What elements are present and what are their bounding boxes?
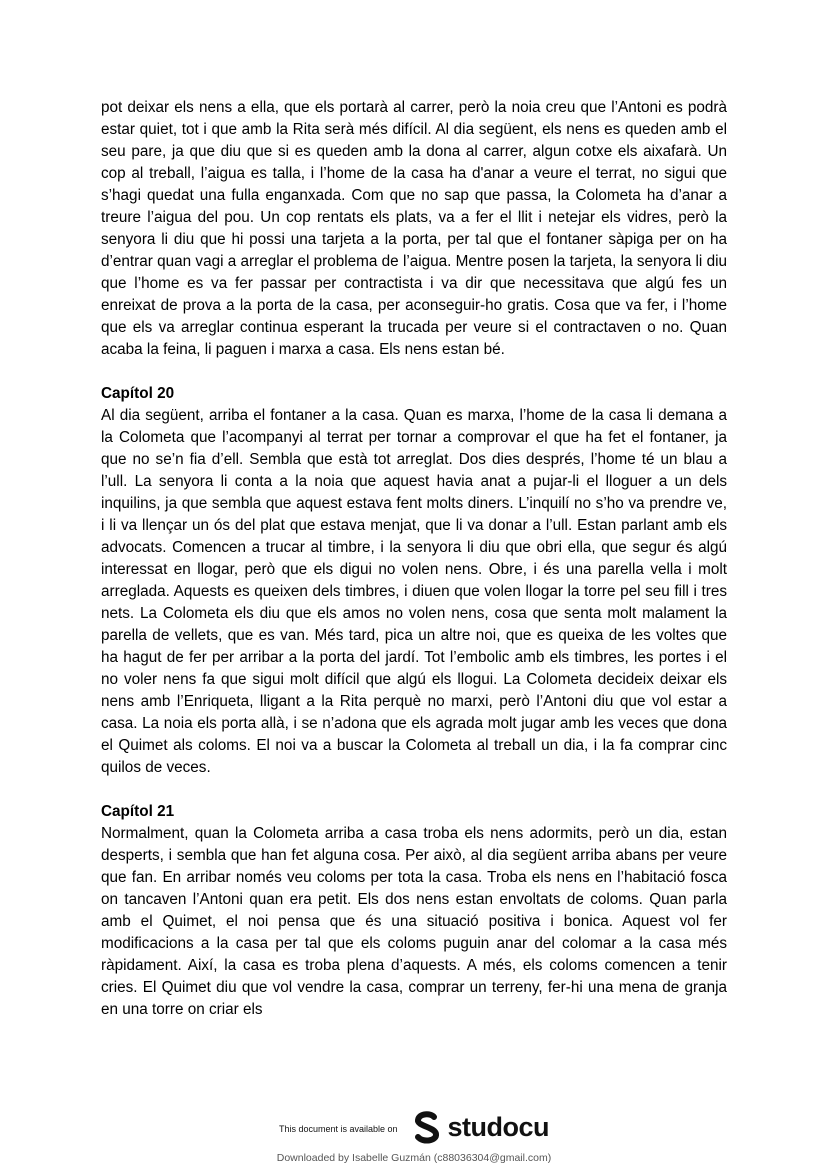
chapter-20-heading: Capítol 20 <box>101 385 175 402</box>
download-attribution: Downloaded by Isabelle Guzmán (c88036304@gmail.com) <box>276 1152 552 1164</box>
availability-text: This document is available on <box>278 1124 398 1134</box>
chapter-21-text: Normalment, quan la Colometa arriba a casa troba els nens adormits, però un dia, estan desperts, i sembla que han fet alguna cosa. Per això, al dia següent arriba abans per veure que fan. En arribar només veu coloms per tota la casa. Troba els nens en l’habitació fosca on tancaven l’Antoni quan era petit. Els dos nens estan envoltats de coloms. Quan parla amb el Quimet, el noi pensa que és una situació positiva i bonica. Aquest vol fer modificacions a la casa per tal que els coloms puguin anar del colomar a la casa més ràpidament. Així, la casa es troba plena d’aquests. A més, els coloms comencen a tenir cries. El Quimet diu que vol vendre la casa, comprar un terreny, fer-hi una mena de granja en una torre on criar els <box>101 825 727 1018</box>
chapter-21-section <box>101 801 727 1021</box>
chapter-20-text: Al dia següent, arriba el fontaner a la casa. Quan es marxa, l’home de la casa li demana a la Colometa que l’acompanyi al terrat per tornar a comprovar el que ha fet el fontaner, ja que no se’n fia d’ell. Sembla que està tot arreglat. Dos dies després, l’home té un blau a l’ull. La senyora li conta a la noia que aquest havia anat a pujar-li el lloguer a un dels inquilins, ja que sembla que aquest estava fent molts diners. L’inquilí no s’ho va prendre ve, i li va llençar un ós del plat que estava menjat, que li va donar a l’ull. Estan parlant amb els advocats. Comencen a trucar al timbre, i la senyora li diu que obri ella, que segur és algú interessat en llogar, però que els digui no volen nens. Obre, i és una parella vella i molt arreglada. Aquests es queixen dels timbres, i diuen que volen llogar la torre pel seu fill i tres nets. La Colometa els diu que els amos no volen nens, cosa que senta molt malament la parella de vellets, que es van. Més tard, pica un altre noi, que es queixa de les voltes que ha hagut de fer per arribar a la porta del jardí. Tot l’embolic amb els timbres, les portes i el no voler nens fa que sigui molt difícil que algú els llogui. La Colometa decideix deixar els nens amb l’Enriqueta, lligant a la Rita perquè no marxi, però l’Antoni diu que vol estar a casa. La noia els porta allà, i se n’adona que els agrada molt jugar amb les veces que dona el Quimet als coloms. El noi va a buscar la Colometa al treball un dia, i la fa comprar cinc quilos de veces. <box>101 407 727 776</box>
availability-banner[interactable] <box>0 1110 828 1144</box>
page-footer <box>0 1108 828 1168</box>
studocu-logo-icon <box>410 1110 444 1144</box>
intro-paragraph: pot deixar els nens a ella, que els portarà al carrer, però la noia creu que l’Antoni es podrà estar quiet, tot i que amb la Rita serà més difícil. Al dia següent, els nens es queden amb el seu pare, ja que diu que si es queden amb la dona al carrer, algun cotxe els aixafarà. Un cop al treball, l’aigua es talla, i l’home de la casa ha d'anar a veure el terrat, no sigui que s’hagi quedat una fulla enganxada. Com que no sap que passa, la Colometa ha d’anar a treure l’aigua del pou. Un cop rentats els plats, va a fer el llit i netejar els vidres, però la senyora li diu que hi possi una tarjeta a la porta, per tal que el fontaner sàpiga per on ha d’entrar quan vagi a arreglar el problema de l’aigua. Mentre posen la tarjeta, la senyora li diu que l’home es va fer passar per contractista i va dir que necessitava que algú fes un enreixat de prova a la porta de la casa, per aconseguir-ho gratis. Cosa que va fer, i l’home que els va arreglar continua esperant la trucada per veure si el contractaven o no. Quan acaba la feina, li paguen i marxa a casa. Els nens estan bé. <box>101 99 727 358</box>
chapter-20-section <box>101 383 727 779</box>
document-body <box>101 97 727 1021</box>
chapter-21-heading: Capítol 21 <box>101 803 175 820</box>
studocu-brand-name: studocu <box>447 1111 550 1142</box>
